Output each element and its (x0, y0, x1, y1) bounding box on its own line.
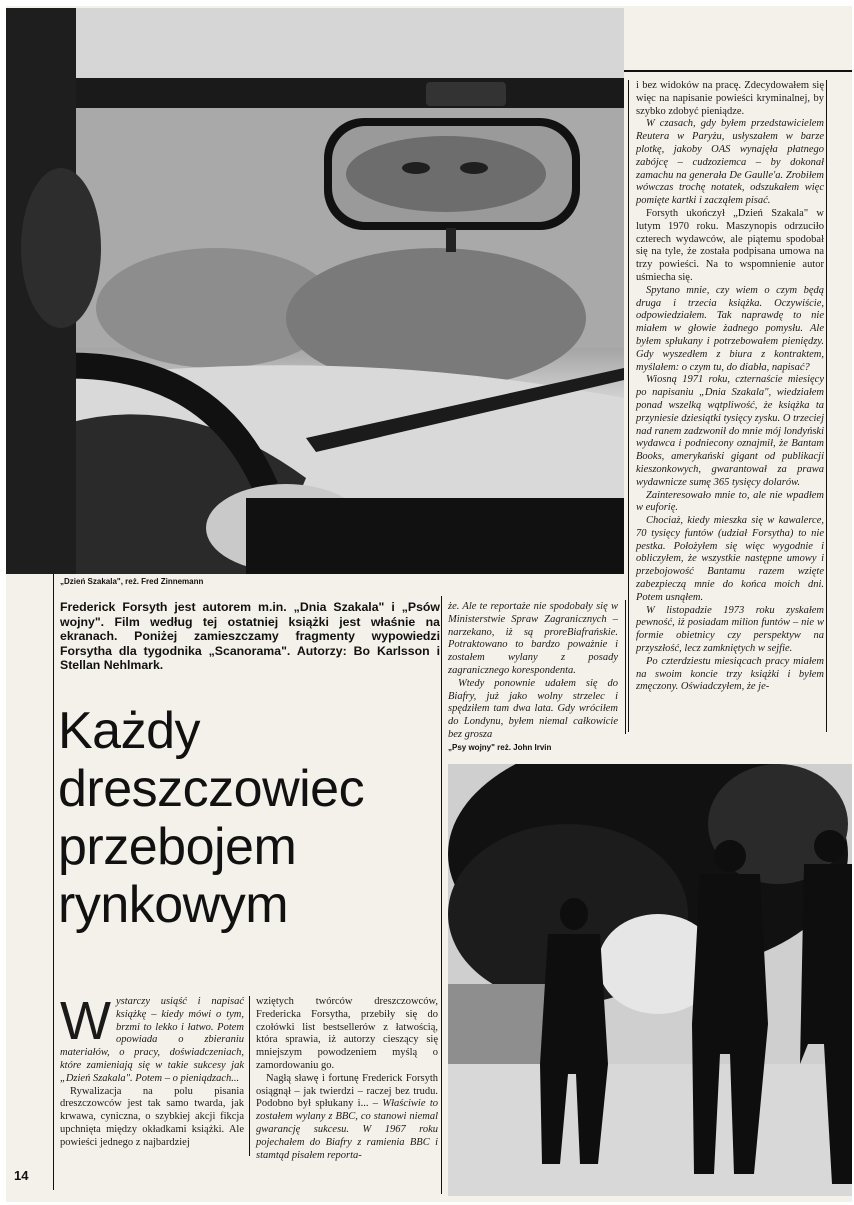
paragraph: W czasach, gdy byłem przedstawicielem Reutera w Paryżu, usłyszałem w barze plotkę, jakoby OAS wynajęła płatnego zabójcę – cudzoziemca – by dokonał zamachu na generała De Gaulle'a. Zrobiłem wówczas trochę notatek, odszukałem więc pomięte kartki i zacząłem pisać. (636, 118, 824, 207)
headline-line: Każdy (58, 702, 201, 760)
paragraph: Wtedy ponownie udałem się do Biafry, już jako wolny strzelec i spędziłem tam dwa lata. Gdy wróciłem do Londynu, byłem niemal całkowicie bez grosza (448, 677, 618, 740)
paragraph: Rywalizacja na polu pisania dreszczowców jest tak samo twarda, jak krwawa, cyniczna, o szybkiej akcji fikcja upchnięta między okładkami książki. Ale powieści jednego z najbardziej (60, 1085, 244, 1148)
photo1-caption: „Dzień Szakala", reż. Fred Zinnemann (60, 577, 204, 586)
photo-dogs-of-war (448, 764, 852, 1196)
drop-cap: W (60, 991, 111, 1051)
paragraph (60, 991, 244, 1086)
photo-dogs-of-war-art (448, 764, 852, 1196)
page-number: 14 (14, 1168, 29, 1183)
paragraph: wziętych twórców dreszczowców, Fredericka Forsytha, przebiły się do czołówki list bestsellerów z łatwością, która sprawia, iż autorzy cieszący się mniejszym powodzeniem myślą o zamordowaniu go. (256, 996, 438, 1071)
column-rule (625, 600, 626, 734)
paragraph: Spytano mnie, czy wiem o czym będą druga i trzecia książka. Oczywiście, odpowiedziałem. Tak naprawdę to nie miałem w głowie żadnego pomysłu. Ale byłem spłukany i potrzebowałem pieniędzy. Gdy wyszedłem z biura z kontraktem, myślałem: o czym tu, do diabła, napisać? (636, 284, 824, 373)
photo2-caption: „Psy wojny" reż. John Irvin (448, 743, 552, 752)
column-rule (826, 80, 827, 732)
paragraph: Wiosną 1971 roku, czternaście miesięcy po napisaniu „Dnia Szakala", wiedziałem ponad wszelką wątpliwość, że książka ta przyniesie dziesiątki tysięcy zysku. O trzeciej nad ranem zadzwonił do mnie mój londyński wydawca i podniecony oznajmił, że Bantam Books, amerykański gigant od publikacji kieszonkowych, gwarantował za prawa wydawnicze sumę 365 tysięcy dolarów. (636, 374, 824, 488)
paragraph: Zainteresowało mnie to, ale nie wpadłem w euforię. (636, 489, 824, 514)
paragraph (256, 1073, 438, 1163)
headline-line: dreszczowiec (58, 760, 365, 818)
paragraph-text: Właściwie to zostałem wylany z BBC, co stanowi niemal gwarancję sukcesu. W 1967 roku pojechałem do Biafry z ramienia BBC i stamtąd pisałem reporta- (256, 1098, 438, 1161)
paragraph: Po czterdziestu miesiącach pracy miałem na swoim koncie trzy książki i byłem zmęczony. Oświadczyłem, że je- (636, 655, 824, 693)
article-column-bottom-left (60, 991, 244, 1150)
column-rule (624, 70, 852, 72)
paragraph: że. Ale te reportaże nie spodobały się w Ministerstwie Spraw Zagranicznych – narzekano, iż są proreBiafrańskie. Potraktowano to bardzo poważnie i zostałem wylany z posady zagranicznego korespondenta. (448, 601, 618, 676)
article-column-middle (448, 601, 618, 742)
column-rule (53, 574, 54, 1190)
headline-line: rynkowym (58, 876, 289, 934)
column-rule (249, 996, 250, 1156)
article-lead: Frederick Forsyth jest autorem m.in. „Dnia Szakala" i „Psów wojny". Film według tej ostatniej książki jest właśnie na ekranach. Poniżej zamieszczamy fragmenty wypowiedzi Forsytha dla tygodnika „Scanorama". Autorzy: Bo Karlsson i Stellan Nehlmark. (60, 600, 440, 672)
photo-day-of-the-jackal (6, 8, 624, 574)
paragraph: W listopadzie 1973 roku zyskałem pewność, iż posiadam milion funtów – nie w formie obietnicy czy perspektyw na przyszłość, lecz zamkniętych w sejfie. (636, 604, 824, 655)
headline-line: przebojem (58, 818, 297, 876)
paragraph-text: ystarczy usiąść i napisać książkę – kiedy mówi o tym, brzmi to lekko i łatwo. Potem opowiada o zbieraniu materiałów, o pracy, doświadczeniach, które zamieniają się w takie sukcesy jak „Dzień Szakala". Potem – o pieniądzach... (60, 996, 244, 1084)
article-column-bottom-mid (256, 996, 438, 1162)
photo-day-of-the-jackal-art (6, 8, 624, 574)
column-rule (628, 80, 629, 732)
paragraph: Chociaż, kiedy mieszka się w kawalerce, 70 tysięcy funtów (udział Forsytha) to nie pestka. Położyłem się więc wygodnie i obliczyłem, że wszystkie następne umowy i przebojowość Bantamu razem wzięte zabezpieczą mnie do końca moich dni. Potem usnąłem. (636, 515, 824, 603)
paragraph: i bez widoków na pracę. Zdecydowałem się więc na napisanie powieści kryminalnej, by szybko zdobyć pieniądze. (636, 80, 824, 117)
paragraph: Forsyth ukończył „Dzień Szakala" w lutym 1970 roku. Maszynopis odrzuciło czterech wydawców, ale piątemu spodobał się na tyle, że została podpisana umowa na trzy powieści. Na to wspomnienie autor uśmiecha się. (636, 207, 824, 283)
paragraph-text: Nagłą sławę i fortunę Frederick Forsyth osiągnął – jak twierdzi – raczej bez trudu. Podobno był spłukany i... – (256, 1072, 438, 1110)
article-column-right (636, 80, 824, 694)
article-headline (58, 702, 448, 934)
